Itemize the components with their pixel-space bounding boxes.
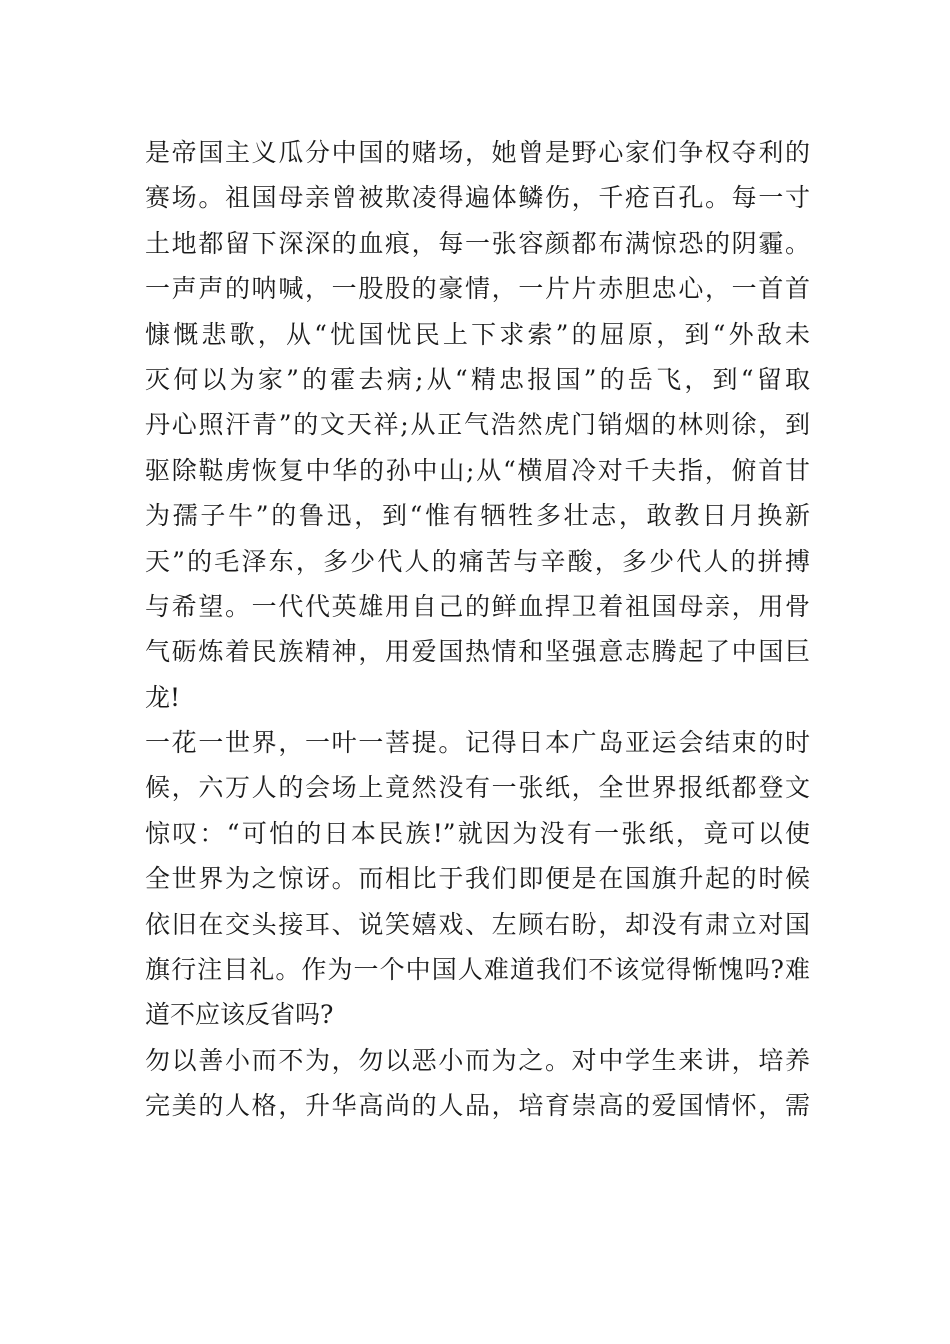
text-line: 一花一世界，一叶一菩提。记得日本广岛亚运会结束的时 [145,728,810,758]
text-line: 龙! [145,682,181,712]
text-line: 旗行注目礼。作为一个中国人难道我们不该觉得惭愧吗?难 [145,955,810,985]
text-line: 完美的人格，升华高尚的人品，培育崇高的爱国情怀，需 [145,1091,810,1121]
text-line: 丹心照汗青”的文天祥;从正气浩然虎门销烟的林则徐，到 [145,410,810,440]
text-line: 依旧在交头接耳、说笑嬉戏、左顾右盼，却没有肃立对国 [145,909,810,939]
text-line: 气砺炼着民族精神，用爱国热情和坚强意志腾起了中国巨 [145,637,810,667]
text-line: 惊叹：“可怕的日本民族!”就因为没有一张纸，竟可以使 [145,818,810,848]
text-line: 与希望。一代代英雄用自己的鲜血捍卫着祖国母亲，用骨 [145,591,810,621]
text-line: 全世界为之惊讶。而相比于我们即便是在国旗升起的时候 [145,864,810,894]
text-line: 灭何以为家”的霍去病;从“精忠报国”的岳飞，到“留取 [145,364,810,394]
text-line: 天”的毛泽东，多少代人的痛苦与辛酸，多少代人的拼搏 [145,546,810,576]
text-line: 道不应该反省吗? [145,1000,334,1030]
text-line: 为孺子牛”的鲁迅，到“惟有牺牲多壮志，敢教日月换新 [145,501,810,531]
text-line: 候，六万人的会场上竟然没有一张纸，全世界报纸都登文 [145,773,810,803]
body-text [145,130,810,1129]
text-line: 土地都留下深深的血痕，每一张容颜都布满惊恐的阴霾。 [145,228,810,258]
text-line: 一声声的呐喊，一股股的豪情，一片片赤胆忠心，一首首 [145,274,810,304]
text-line: 是帝国主义瓜分中国的赌场，她曾是野心家们争权夺利的 [145,138,810,167]
text-line: 赛场。祖国母亲曾被欺凌得遍体鳞伤，千疮百孔。每一寸 [145,183,810,213]
text-line: 勿以善小而不为，勿以恶小而为之。对中学生来讲，培养 [145,1045,810,1075]
text-line: 驱除鞑虏恢复中华的孙中山;从“横眉冷对千夫指，俯首甘 [145,455,810,485]
text-line: 慷慨悲歌，从“忧国忧民上下求索”的屈原，到“外敌未 [145,319,810,349]
